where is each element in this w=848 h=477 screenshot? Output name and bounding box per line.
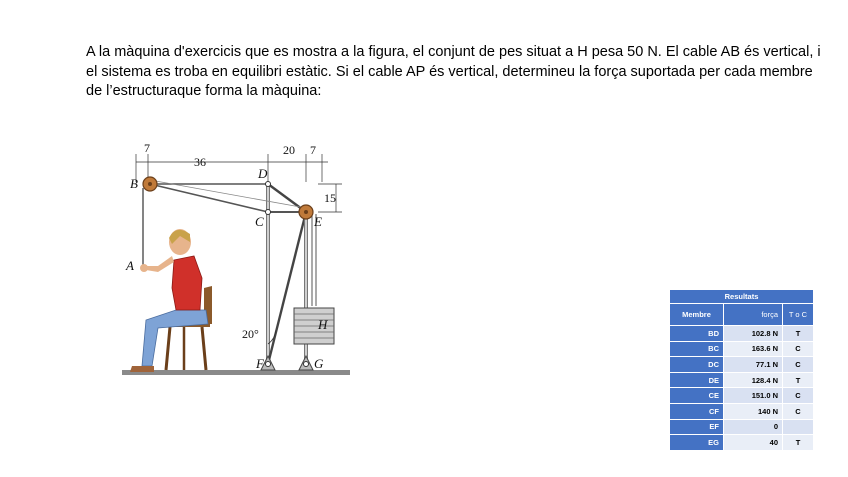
results-table — [669, 289, 814, 451]
results-title: Resultats — [670, 290, 814, 304]
table-row: BC 163.6 N C — [670, 341, 814, 357]
angle-label: 20° — [242, 327, 259, 341]
problem-statement: A la màquina d'exercicis que es mostra a la figura, el conjunt de pes situat a H pesa 50 N. El cable AB és vertical, i el sistema es troba en equilibri estàtic. Si el cable AP és vertical, determineu la força suportada per cada membre de l’estructuraque forma la màquina: — [86, 44, 821, 99]
shirt — [172, 256, 202, 310]
label-c: C — [255, 214, 264, 229]
table-row: CF 140 N C — [670, 403, 814, 419]
dim-36: 36 — [194, 155, 206, 169]
person-figure — [130, 229, 212, 372]
header-forca: força — [724, 304, 783, 326]
label-b: B — [130, 176, 138, 191]
table-row: EG 40 T — [670, 435, 814, 451]
header-toc: T o C — [783, 304, 814, 326]
joint-d — [266, 182, 271, 187]
label-e: E — [314, 214, 322, 229]
table-row: EF 0 — [670, 419, 814, 435]
arm — [146, 256, 174, 272]
table-row: BD 102.8 N T — [670, 326, 814, 342]
exercise-machine-figure — [118, 138, 354, 383]
hand — [140, 264, 148, 272]
header-membre: Membre — [670, 304, 724, 326]
dim-7-left: 7 — [144, 141, 150, 155]
shoe — [130, 366, 154, 372]
label-d: D — [258, 166, 268, 181]
joint-c — [266, 210, 271, 215]
label-h: H — [318, 317, 328, 332]
table-row: DE 128.4 N T — [670, 372, 814, 388]
label-a: A — [126, 258, 134, 273]
dim-15: 15 — [324, 191, 336, 205]
dim-20: 20 — [283, 143, 295, 157]
label-g: G — [314, 356, 324, 371]
label-f: F — [256, 356, 264, 371]
dim-7-right: 7 — [310, 143, 316, 157]
table-row: DC 77.1 N C — [670, 357, 814, 373]
table-row: CE 151.0 N C — [670, 388, 814, 404]
pants — [142, 310, 208, 366]
figure-drawing — [118, 138, 354, 378]
